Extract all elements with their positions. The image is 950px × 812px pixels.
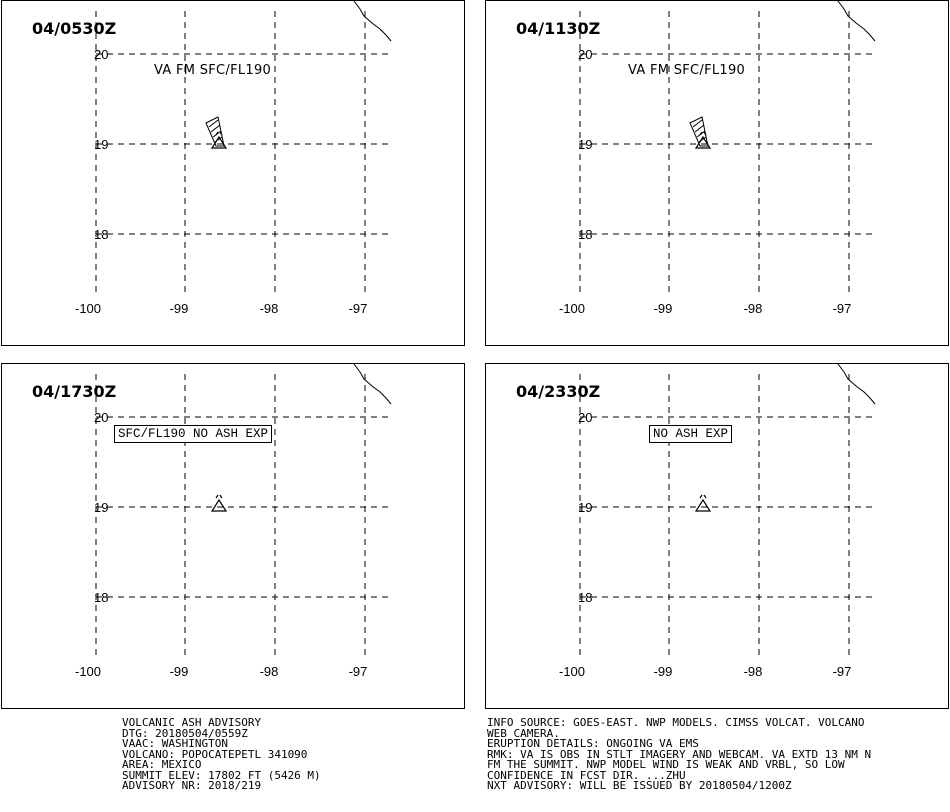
coastline — [838, 1, 875, 41]
advisory-summit-elev: SUMMIT ELEV: 17802 FT (5426 M) — [122, 768, 321, 782]
lat-label-19: 19 — [578, 137, 593, 152]
forecast-panel-2330z — [485, 363, 949, 709]
advisory-info — [122, 718, 321, 792]
lon-label-98: -98 — [259, 301, 279, 316]
panel-time: 04/0530Z — [32, 19, 117, 38]
lon-label-99: -99 — [653, 664, 673, 679]
lat-label-20: 20 — [94, 47, 109, 62]
lon-label-97: -97 — [832, 664, 852, 679]
advisory-vaac: VAAC: WASHINGTON — [122, 737, 228, 750]
lon-label-100: -100 — [74, 301, 102, 316]
advisory-number: ADVISORY NR: 2018/219 — [122, 779, 262, 792]
lon-label-98: -98 — [259, 664, 279, 679]
lat-label-20: 20 — [578, 47, 593, 62]
no-ash-label: NO ASH EXP — [649, 425, 732, 443]
map-grid — [2, 364, 465, 709]
forecast-panel-1730z — [1, 363, 465, 709]
map-grid — [2, 1, 465, 346]
remarks-line: INFO SOURCE: GOES-EAST. NWP MODELS. CIMSS VOLCAT. VOLCANO — [487, 716, 865, 729]
lon-label-97: -97 — [348, 664, 368, 679]
panel-time: 04/1130Z — [516, 19, 601, 38]
no-ash-label: SFC/FL190 NO ASH EXP — [114, 425, 272, 443]
plume-label: VA FM SFC/FL190 — [628, 63, 746, 78]
lon-label-99: -99 — [169, 664, 189, 679]
lat-label-18: 18 — [94, 590, 109, 605]
forecast-panel-0530z — [1, 0, 465, 346]
map-grid — [486, 364, 949, 709]
advisory-remarks — [487, 718, 871, 792]
advisory-dtg: DTG: 20180504/0559Z — [122, 726, 248, 740]
lat-label-19: 19 — [94, 500, 109, 515]
lat-label-19: 19 — [94, 137, 109, 152]
advisory-volcano: VOLCANO: POPOCATEPETL 341090 — [122, 747, 308, 761]
lon-label-100: -100 — [74, 664, 102, 679]
panel-time: 04/1730Z — [32, 382, 117, 401]
lon-label-98: -98 — [743, 301, 763, 316]
lat-label-19: 19 — [578, 500, 593, 515]
remarks-line: NXT ADVISORY: WILL BE ISSUED BY 20180504/1200Z — [487, 779, 792, 792]
volcano-icon — [212, 495, 226, 511]
remarks-line: ERUPTION DETAILS: ONGOING VA EMS — [487, 737, 699, 750]
map-grid — [486, 1, 949, 346]
volcano-icon — [696, 495, 710, 511]
lon-label-100: -100 — [558, 301, 586, 316]
lat-label-20: 20 — [578, 410, 593, 425]
remarks-line: RMK: VA IS OBS IN STLT IMAGERY AND WEBCAM. VA EXTD 13 NM N — [487, 747, 872, 761]
remarks-line: CONFIDENCE IN FCST DIR. ...ZHU — [487, 768, 686, 782]
remarks-line: FM THE SUMMIT. NWP MODEL WIND IS WEAK AND VRBL, SO LOW — [487, 758, 845, 771]
lat-label-18: 18 — [94, 227, 109, 242]
lon-label-99: -99 — [169, 301, 189, 316]
lon-label-99: -99 — [653, 301, 673, 316]
lon-label-97: -97 — [348, 301, 368, 316]
forecast-panel-1130z — [485, 0, 949, 346]
remarks-line: WEB CAMERA. — [487, 726, 560, 740]
lon-label-97: -97 — [832, 301, 852, 316]
lat-label-18: 18 — [578, 227, 593, 242]
lat-label-18: 18 — [578, 590, 593, 605]
coastline — [354, 364, 391, 404]
advisory-area: AREA: MEXICO — [122, 758, 202, 771]
coastline — [838, 364, 875, 404]
lat-label-20: 20 — [94, 410, 109, 425]
plume-label: VA FM SFC/FL190 — [154, 63, 272, 78]
panel-time: 04/2330Z — [516, 382, 601, 401]
lon-label-98: -98 — [743, 664, 763, 679]
coastline — [354, 1, 391, 41]
advisory-title: VOLCANIC ASH ADVISORY — [122, 716, 262, 729]
lon-label-100: -100 — [558, 664, 586, 679]
